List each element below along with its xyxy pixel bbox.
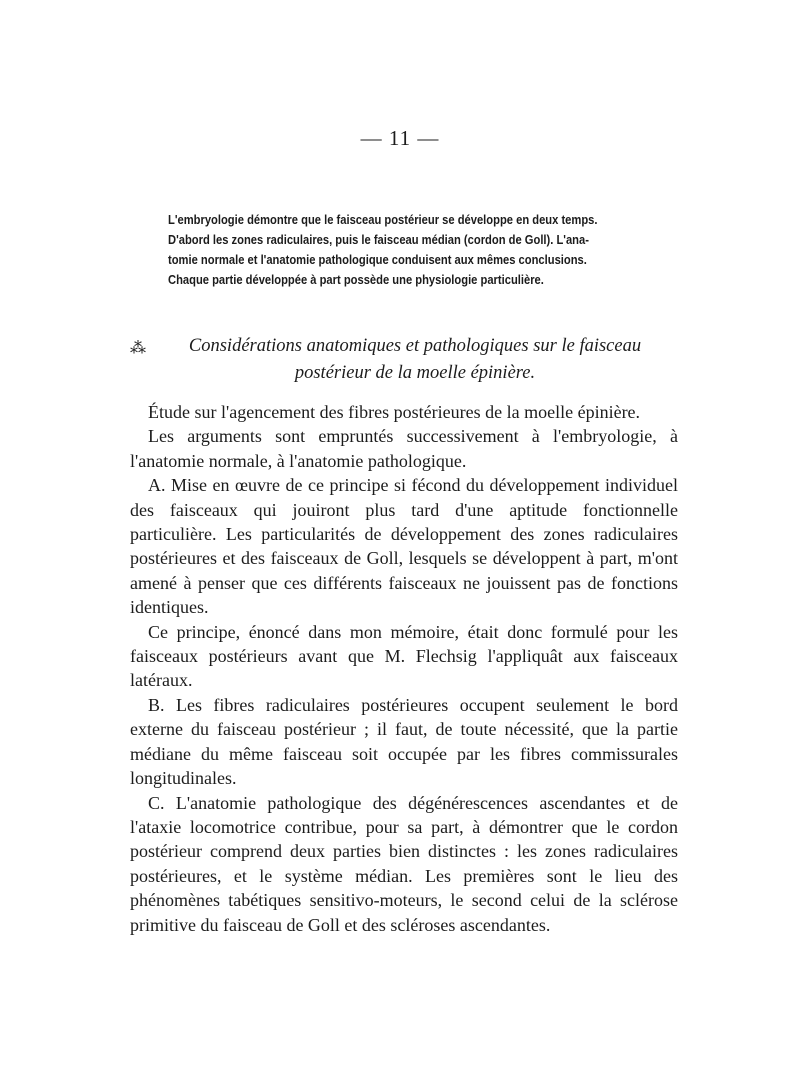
summary-line: L'embryologie démontre que le faisceau postérieur se développe en deux temps. bbox=[168, 212, 598, 227]
section-heading bbox=[130, 333, 670, 387]
paragraph: B. Les fibres radiculaires postérieures occupent seulement le bord externe du faisceau postérieur ; il faut, de toute nécessité, que la partie médiane du même faisceau soit occupée par les fibres commissurales longitudinales. bbox=[130, 694, 678, 789]
paragraph: C. L'anatomie pathologique des dégénérescences ascendantes et de l'ataxie locomotrice contribue, pour sa part, à démontrer que le cordon postérieur comprend deux parties bien distinctes : les zones radiculaires postérieures, et le système médian. Les premières sont le lieu des phénomènes tabétiques sensitivo-moteurs, le second celui de la sclérose primitive du faisceau de Goll et des scléroses ascendantes. bbox=[130, 792, 678, 935]
paragraph: Les arguments sont empruntés successivement à l'embryologie, à l'anatomie normale, à l'anatomie pathologique. bbox=[130, 426, 678, 471]
body-text bbox=[130, 400, 678, 937]
page-number: — 11 — bbox=[360, 126, 440, 150]
section-heading-text: Considérations anatomiques et pathologiques sur le faisceau postérieur de la moelle épinière. bbox=[188, 336, 642, 383]
paragraph: Ce principe, énoncé dans mon mémoire, était donc formulé pour les faisceaux postérieurs avant que M. Flechsig l'appliquât aux faisceaux latéraux. bbox=[130, 621, 678, 691]
asterism-icon: ⁂ bbox=[130, 340, 146, 357]
summary-line: tomie normale et l'anatomie pathologique conduisent aux mêmes conclusions. bbox=[168, 252, 587, 267]
paragraph: Étude sur l'agencement des fibres postérieures de la moelle épinière. bbox=[148, 402, 641, 422]
chapter-summary bbox=[168, 210, 666, 290]
summary-line: Chaque partie développée à part possède une physiologie particulière. bbox=[168, 272, 544, 287]
paragraph: A. Mise en œuvre de ce principe si fécond du développement individuel des faisceaux qui jouiront plus tard d'une aptitude fonctionnelle particulière. Les particularités de développement des zones radiculaires postérieures et des faisceaux de Goll, lesquels se développent à part, m'ont amené à penser que ces différents faisceaux ne jouissent pas de fonctions identiques. bbox=[130, 475, 678, 618]
summary-line: D'abord les zones radiculaires, puis le faisceau médian (cordon de Goll). L'ana- bbox=[168, 232, 589, 247]
